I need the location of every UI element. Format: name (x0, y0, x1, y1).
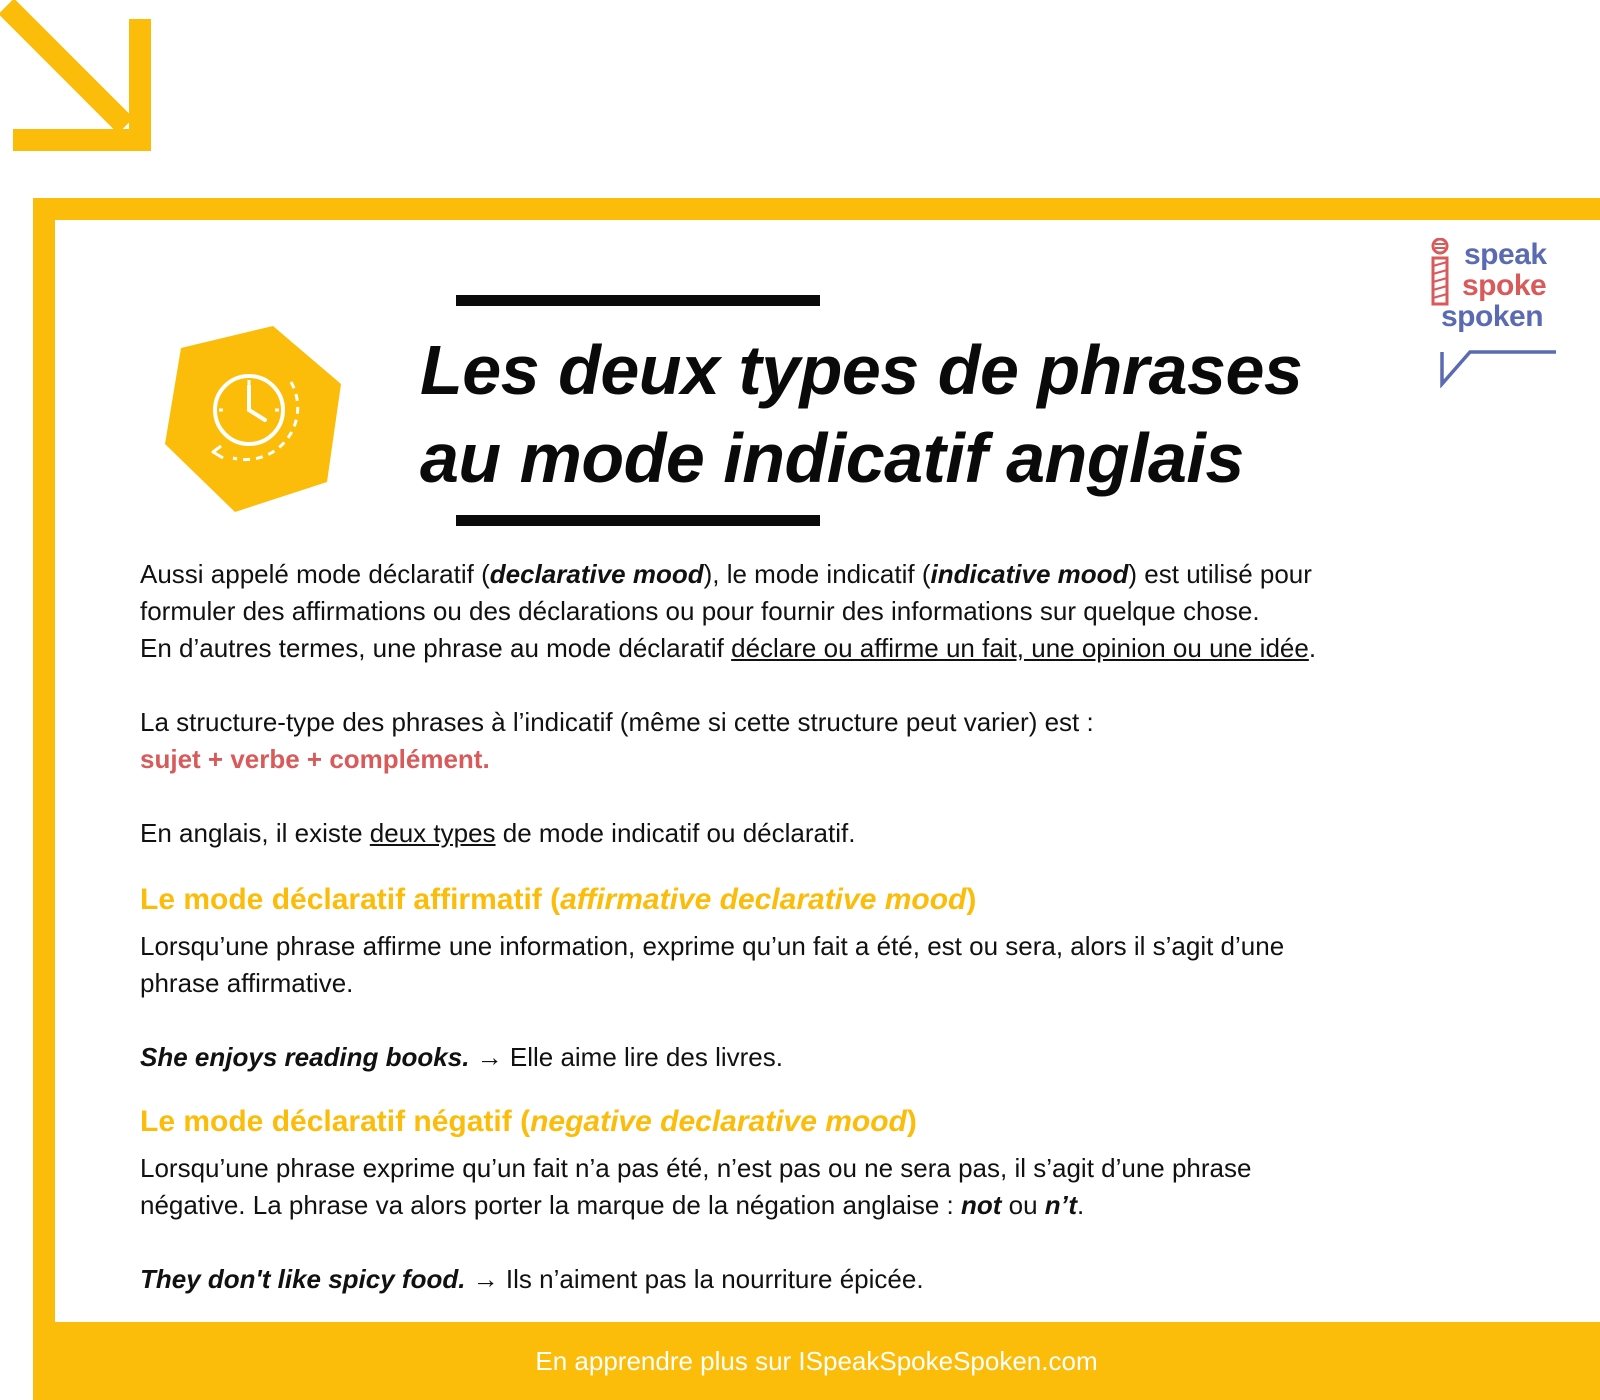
footer-banner (33, 1322, 1600, 1400)
negative-example (140, 1261, 1440, 1298)
logo-i-mark (1430, 238, 1454, 306)
affirmative-example (140, 1039, 1440, 1076)
negative-heading (140, 1102, 1440, 1142)
structure-formula: sujet + verbe + complément. (140, 744, 490, 774)
affirmative-text-1: Lorsqu’une phrase affirme une information, exprime qu’un fait a été, est ou sera, alors il s’agit d’une (140, 931, 1285, 961)
intro-text-6: . (1308, 633, 1317, 663)
affirmative-heading-1: Le mode déclaratif affirmatif ( (140, 883, 561, 916)
negative-heading-2: ) (906, 1105, 917, 1138)
content-body (140, 556, 1440, 1298)
negative-text-4: . (1077, 1190, 1085, 1220)
logo-word-spoken: spoken (1441, 300, 1544, 333)
structure-text: La structure-type des phrases à l’indicatif (même si cette structure peut varier) est : (140, 707, 1094, 737)
intro-underlined: déclare ou affirme un fait, une opinion ou une idée (731, 633, 1309, 663)
types-text-1: En anglais, il existe (140, 818, 370, 848)
footer-link[interactable]: En apprendre plus sur ISpeakSpokeSpoken.com (535, 1345, 1098, 1376)
title-rule-top (456, 295, 820, 306)
page-title (420, 326, 1430, 502)
affirmative-heading-2: ) (966, 883, 977, 916)
affirmative-paragraph (140, 928, 1440, 1002)
negative-term-not: not (960, 1190, 1002, 1220)
intro-paragraph (140, 556, 1440, 667)
intro-text-1: Aussi appelé mode déclaratif ( (140, 559, 490, 589)
intro-term-declarative: declarative mood (489, 559, 704, 589)
types-paragraph (140, 815, 1440, 852)
clock-icon (163, 322, 343, 512)
title-line-1: Les deux types de phrases (420, 331, 1303, 409)
negative-example-fr: → Ils n’aiment pas la nourriture épicée. (465, 1264, 924, 1294)
speech-bubble-icon (1430, 336, 1560, 388)
title-line-2: au mode indicatif anglais (420, 419, 1244, 497)
negative-text-2: négative. La phrase va alors porter la marque de la négation anglaise : (140, 1190, 961, 1220)
structure-paragraph (140, 704, 1440, 778)
negative-heading-1: Le mode déclaratif négatif ( (140, 1105, 531, 1138)
intro-text-3: ) est utilisé pour (1128, 559, 1312, 589)
types-text-2: de mode indicatif ou déclaratif. (495, 818, 856, 848)
negative-heading-term: negative declarative mood (530, 1105, 907, 1138)
affirmative-text-2: phrase affirmative. (140, 968, 354, 998)
types-underlined: deux types (369, 818, 496, 848)
negative-example-en: They don't like spicy food. (140, 1264, 466, 1294)
intro-text-4: formuler des affirmations ou des déclarations ou pour fournir des informations sur quelque chose. (140, 596, 1260, 626)
negative-paragraph (140, 1150, 1440, 1224)
intro-term-indicative: indicative mood (930, 559, 1129, 589)
logo (1430, 236, 1570, 396)
logo-word-speak: speak (1464, 238, 1547, 271)
intro-text-2: ), le mode indicatif ( (703, 559, 931, 589)
affirmative-example-fr: → Elle aime lire des livres. (469, 1042, 783, 1072)
affirmative-example-en: She enjoys reading books. (140, 1042, 470, 1072)
arrow-down-right-icon (0, 0, 160, 160)
negative-term-nt: n’t (1044, 1190, 1077, 1220)
negative-text-3: ou (1001, 1190, 1045, 1220)
title-rule-bottom (456, 515, 820, 526)
intro-text-5: En d’autres termes, une phrase au mode déclaratif (140, 633, 732, 663)
affirmative-heading-term: affirmative declarative mood (560, 883, 967, 916)
negative-text-1: Lorsqu’une phrase exprime qu’un fait n’a pas été, n’est pas ou ne sera pas, il s’agit d’une phrase (140, 1153, 1252, 1183)
logo-word-spoke: spoke (1462, 269, 1547, 302)
affirmative-heading (140, 880, 1440, 920)
